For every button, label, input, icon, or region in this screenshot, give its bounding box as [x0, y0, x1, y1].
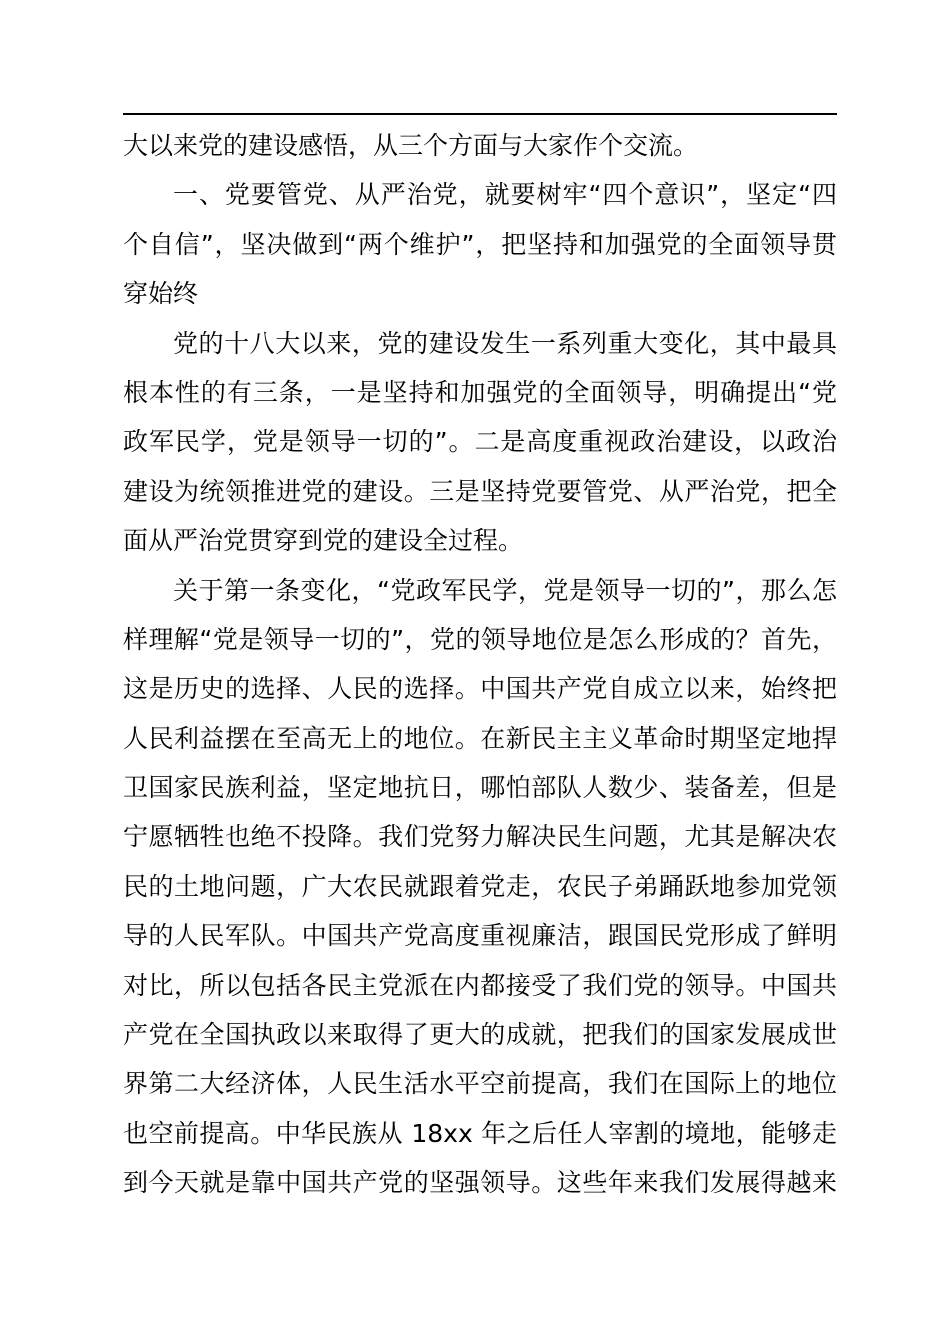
text-line: 政军民学，党是领导一切的”。二是高度重视政治建设，以政治 — [123, 427, 837, 457]
text-line: 到今天就是靠中国共产党的坚强领导。这些年来我们发展得越来 — [123, 1168, 837, 1198]
text-line: 也空前提高。中华民族从 18xx 年之后任人宰割的境地，能够走 — [123, 1118, 837, 1148]
text-line: 对比，所以包括各民主党派在内都接受了我们党的领导。中国共 — [123, 970, 837, 1000]
text-line: 宁愿牺牲也绝不投降。我们党努力解决民生问题，尤其是解决农 — [123, 822, 837, 852]
text-line: 产党在全国执政以来取得了更大的成就，把我们的国家发展成世 — [123, 1020, 837, 1050]
text-line: 根本性的有三条，一是坚持和加强党的全面领导，明确提出“党 — [123, 377, 837, 407]
text-line: 党的十八大以来，党的建设发生一系列重大变化，其中最具 — [173, 328, 837, 358]
text-line: 建设为统领推进党的建设。三是坚持党要管党、从严治党，把全 — [123, 476, 837, 506]
text-line: 导的人民军队。中国共产党高度重视廉洁，跟国民党形成了鲜明 — [123, 921, 837, 951]
section-heading-line: 穿始终 — [123, 279, 199, 309]
body-text — [123, 126, 837, 1213]
text-line: 关于第一条变化，“党政军民学，党是领导一切的”，那么怎 — [173, 575, 837, 605]
text-line: 这是历史的选择、人民的选择。中国共产党自成立以来，始终把 — [123, 674, 837, 704]
text-line: 民的土地问题，广大农民就跟着党走，农民子弟踊跃地参加党领 — [123, 871, 837, 901]
text-line: 卫国家民族利益，坚定地抗日，哪怕部队人数少、装备差，但是 — [123, 773, 837, 803]
section-heading-line: 个自信”，坚决做到“两个维护”，把坚持和加强党的全面领导贯 — [123, 229, 837, 259]
header-rule — [123, 113, 837, 115]
text-line: 人民利益摆在至高无上的地位。在新民主主义革命时期坚定地捍 — [123, 723, 837, 753]
text-line: 界第二大经济体，人民生活水平空前提高，我们在国际上的地位 — [123, 1069, 837, 1099]
section-heading-line: 一、党要管党、从严治党，就要树牢“四个意识”，坚定“四 — [173, 180, 837, 210]
text-line: 面从严治党贯穿到党的建设全过程。 — [123, 526, 524, 556]
text-line: 大以来党的建设感悟，从三个方面与大家作个交流。 — [123, 131, 699, 160]
text-line: 样理解“党是领导一切的”，党的领导地位是怎么形成的？首先， — [123, 624, 837, 654]
